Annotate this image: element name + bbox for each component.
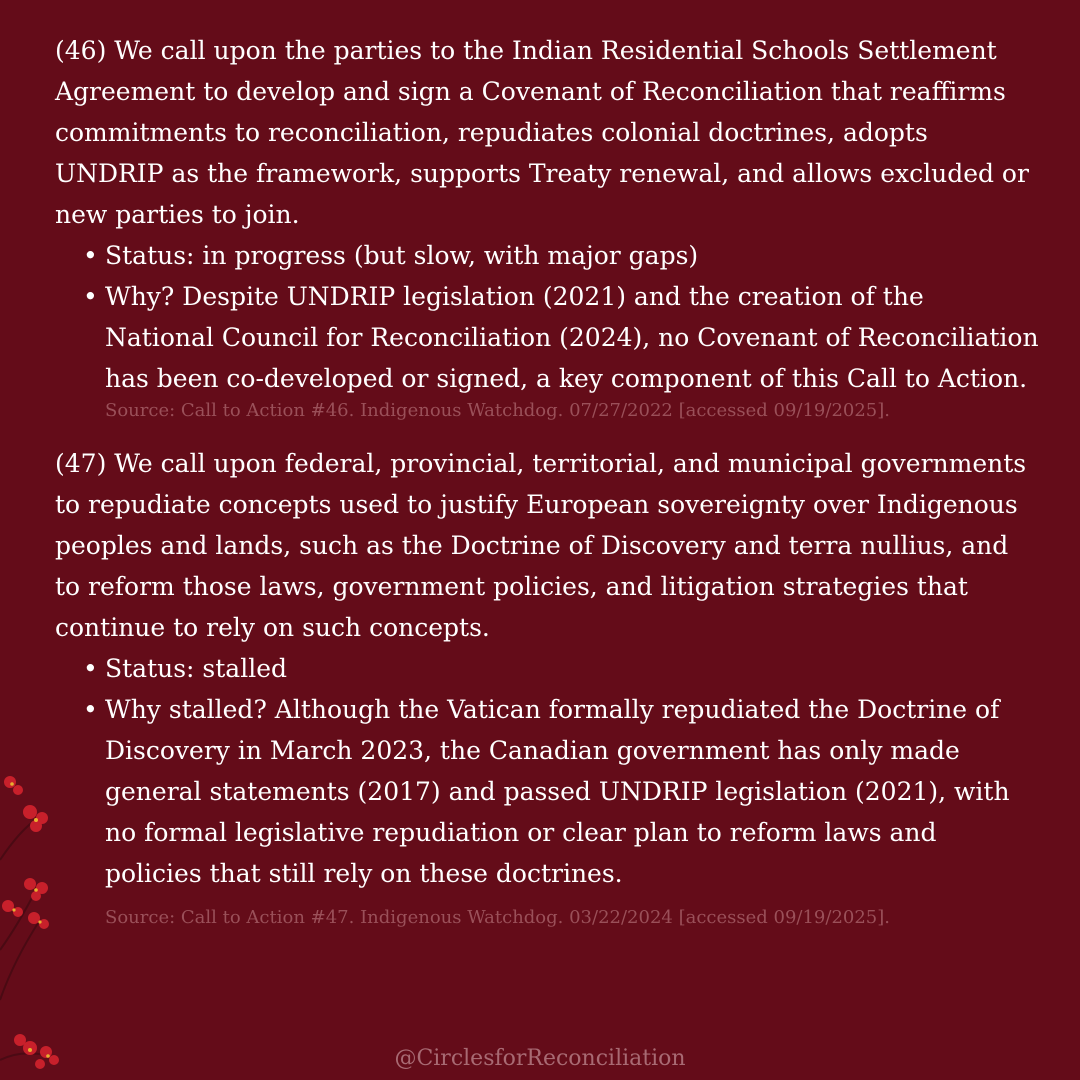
status-list xyxy=(55,648,1040,894)
call-to-action-text: (46) We call upon the parties to the Indian Residential Schools Settlement Agreement to develop and sign a Covenant of Reconciliation that reaffirms commitments to reconciliation, repudiates colonial doctrines, adopts UNDRIP as the framework, supports Treaty renewal, and allows excluded or new parties to join. xyxy=(55,36,1029,229)
why-item: • Why? Despite UNDRIP legislation (2021) and the creation of the National Council for Reconciliation (2024), no Covenant of Reconciliation has been co-developed or signed, a key component of this Call to Action. xyxy=(105,276,1040,399)
call-to-action-47 xyxy=(55,443,1040,930)
call-to-action-46 xyxy=(55,30,1040,423)
source-citation: Source: Call to Action #47. Indigenous Watchdog. 03/22/2024 [accessed 09/19/2025]. xyxy=(105,907,891,928)
status-item: • Status: in progress (but slow, with major gaps) xyxy=(105,235,1040,276)
main-content xyxy=(55,30,1040,930)
red-flower-branch-icon xyxy=(0,760,70,1080)
source-citation: Source: Call to Action #46. Indigenous Watchdog. 07/27/2022 [accessed 09/19/2025]. xyxy=(105,400,891,421)
why-item: • Why stalled? Although the Vatican formally repudiated the Doctrine of Discovery in March 2023, the Canadian government has only made general statements (2017) and passed UNDRIP legislation (2021), with no formal legislative repudiation or clear plan to reform laws and policies that still rely on these doctrines. xyxy=(105,689,1040,894)
status-list xyxy=(55,235,1040,399)
status-item: • Status: stalled xyxy=(105,648,1040,689)
footer-handle: @CirclesforReconciliation xyxy=(394,1046,686,1071)
call-to-action-text: (47) We call upon federal, provincial, territorial, and municipal governments to repudiate concepts used to justify European sovereignty over Indigenous peoples and lands, such as the Doctrine of Discovery and terra nullius, and to reform those laws, government policies, and litigation strategies that continue to rely on such concepts. xyxy=(55,449,1027,642)
